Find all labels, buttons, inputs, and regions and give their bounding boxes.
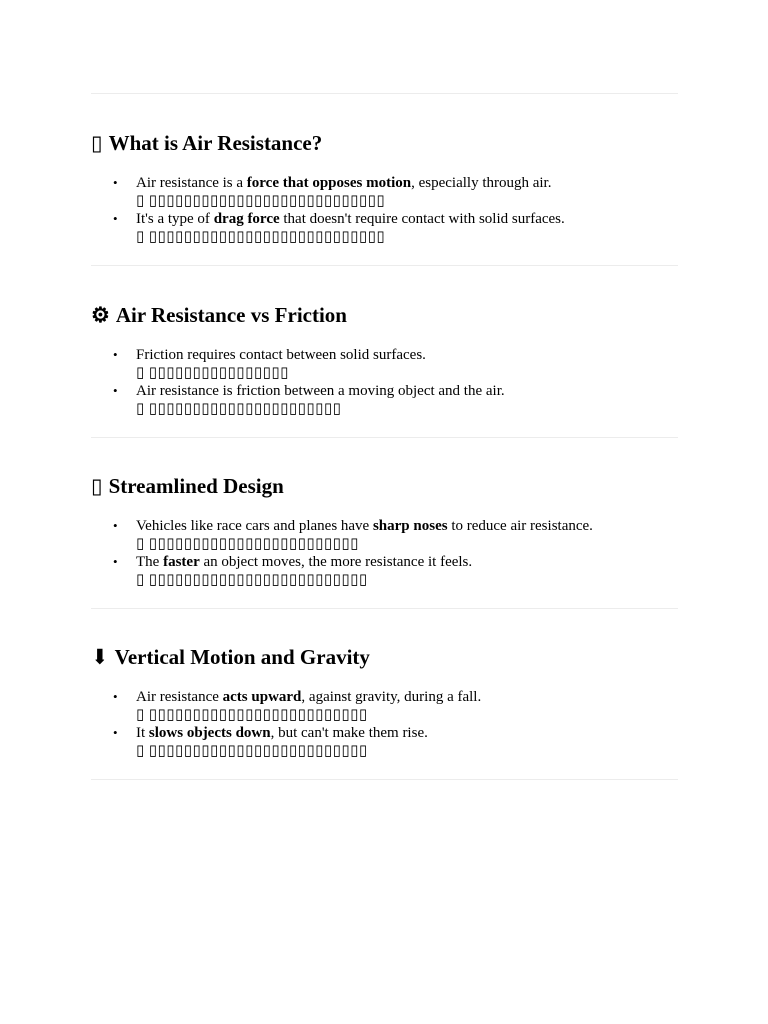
bullet-list [91, 346, 678, 418]
text-run: , especially through air. [411, 175, 552, 191]
section-heading [91, 473, 284, 499]
text-run: It [136, 725, 149, 741]
divider [91, 437, 678, 438]
section-title: What is Air Resistance? [108, 131, 323, 155]
list-item [91, 553, 678, 589]
divider [91, 779, 678, 780]
translation-marker-icon: ▯ [136, 401, 145, 417]
list-item [91, 688, 678, 724]
bullet-icon: • [113, 383, 118, 398]
bold-term: acts upward [222, 689, 302, 705]
bullet-icon: • [113, 175, 118, 190]
bold-term: force that opposes motion [246, 175, 412, 191]
section-title: Streamlined Design [108, 474, 284, 498]
translation-marker-icon: ▯ [136, 193, 145, 209]
translation-glyphs: ▯▯▯▯▯▯▯▯▯▯▯▯▯▯▯▯ [148, 365, 289, 381]
translation-marker-icon: ▯ [136, 365, 145, 381]
translation-glyphs: ▯▯▯▯▯▯▯▯▯▯▯▯▯▯▯▯▯▯▯▯▯▯▯▯ [148, 536, 359, 552]
bold-term: faster [163, 554, 200, 570]
bold-term: drag force [213, 211, 280, 227]
translation-text [136, 535, 678, 553]
translation-marker-icon: ▯ [136, 743, 145, 759]
translation-marker-icon: ▯ [136, 229, 145, 245]
translation-text [136, 742, 678, 760]
bullet-icon: • [113, 518, 118, 533]
rocket-icon: ▯ [91, 474, 103, 498]
text-run: Friction requires contact between solid surfaces. [136, 347, 426, 363]
translation-glyphs: ▯▯▯▯▯▯▯▯▯▯▯▯▯▯▯▯▯▯▯▯▯▯ [148, 401, 342, 417]
english-text [136, 346, 678, 364]
english-text [136, 688, 678, 706]
text-run: to reduce air resistance. [447, 518, 593, 534]
bullet-icon: • [113, 554, 118, 569]
text-run: an object moves, the more resistance it feels. [199, 554, 473, 570]
text-run: Vehicles like race cars and planes have [136, 518, 373, 534]
english-text [136, 174, 678, 192]
bold-term: sharp noses [372, 518, 448, 534]
translation-text [136, 706, 678, 724]
text-run: Air resistance [136, 689, 223, 705]
translation-text [136, 228, 678, 246]
translation-glyphs: ▯▯▯▯▯▯▯▯▯▯▯▯▯▯▯▯▯▯▯▯▯▯▯▯▯ [148, 707, 368, 723]
english-text [136, 382, 678, 400]
english-text [136, 210, 678, 228]
list-item [91, 724, 678, 760]
english-text [136, 517, 678, 535]
text-run: Air resistance is a [136, 175, 247, 191]
translation-glyphs: ▯▯▯▯▯▯▯▯▯▯▯▯▯▯▯▯▯▯▯▯▯▯▯▯▯▯▯ [148, 193, 386, 209]
gear-icon: ⚙ [91, 303, 110, 327]
list-item [91, 174, 678, 210]
section-heading [91, 130, 322, 156]
bold-term: slows objects down [148, 725, 271, 741]
list-item [91, 346, 678, 382]
text-run: Air resistance is friction between a moving object and the air. [136, 383, 505, 399]
text-run: that doesn't require contact with solid surfaces. [279, 211, 565, 227]
translation-marker-icon: ▯ [136, 707, 145, 723]
down-arrow-icon: ⬇ [91, 645, 109, 669]
section-heading [91, 644, 370, 670]
list-item [91, 210, 678, 246]
bullet-icon: • [113, 689, 118, 704]
translation-text [136, 571, 678, 589]
english-text [136, 553, 678, 571]
english-text [136, 724, 678, 742]
bullet-list [91, 517, 678, 589]
section-title: Vertical Motion and Gravity [114, 645, 370, 669]
bullet-icon: • [113, 211, 118, 226]
text-run: , but can't make them rise. [270, 725, 428, 741]
text-run: It's a type of [136, 211, 214, 227]
bullet-list [91, 688, 678, 760]
text-run: , against gravity, during a fall. [301, 689, 482, 705]
translation-glyphs: ▯▯▯▯▯▯▯▯▯▯▯▯▯▯▯▯▯▯▯▯▯▯▯▯▯ [148, 743, 368, 759]
list-item [91, 382, 678, 418]
translation-glyphs: ▯▯▯▯▯▯▯▯▯▯▯▯▯▯▯▯▯▯▯▯▯▯▯▯▯▯▯ [148, 229, 386, 245]
translation-marker-icon: ▯ [136, 536, 145, 552]
list-item [91, 517, 678, 553]
section-heading [91, 302, 347, 328]
bullet-icon: • [113, 347, 118, 362]
section-title: Air Resistance vs Friction [115, 303, 347, 327]
text-run: The [136, 554, 164, 570]
bullet-list [91, 174, 678, 246]
bullet-icon: • [113, 725, 118, 740]
translation-glyphs: ▯▯▯▯▯▯▯▯▯▯▯▯▯▯▯▯▯▯▯▯▯▯▯▯▯ [148, 572, 368, 588]
translation-text [136, 192, 678, 210]
sun-icon: ▯ [91, 131, 103, 155]
divider [91, 265, 678, 266]
divider [91, 608, 678, 609]
divider [91, 93, 678, 94]
translation-marker-icon: ▯ [136, 572, 145, 588]
translation-text [136, 400, 678, 418]
translation-text [136, 364, 678, 382]
